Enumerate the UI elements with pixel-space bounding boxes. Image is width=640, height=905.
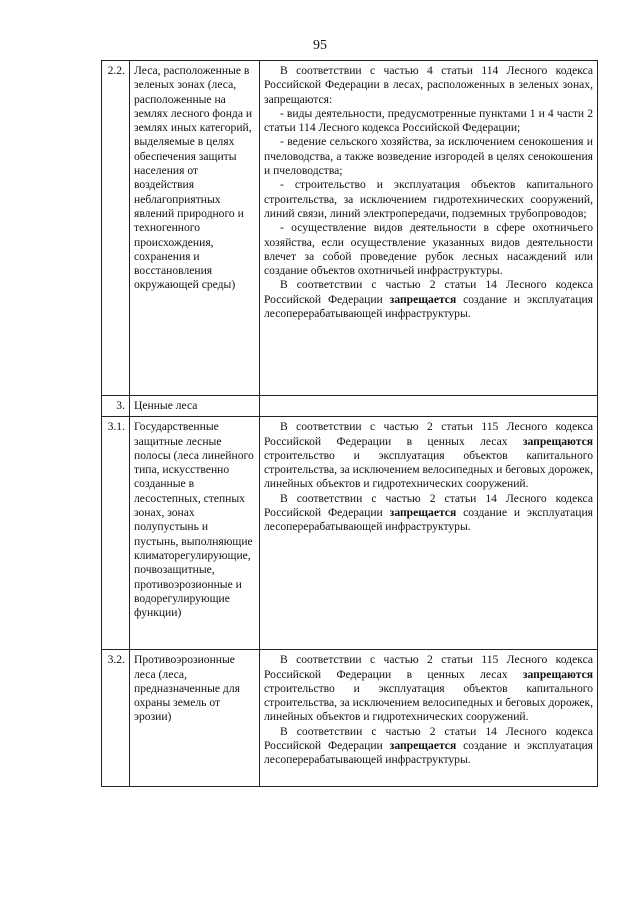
paragraph-text: В соответствии с частью 2 статьи 14 Лесного кодекса Российской Федерации bbox=[264, 491, 593, 520]
paragraph-text: В соответствии с частью 4 статьи 114 Лесного кодекса Российской Федерации в лесах, расположенных в зеленых зонах, запрещаются: bbox=[264, 64, 593, 106]
paragraph-text: В соответствии с частью 2 статьи 14 Лесного кодекса Российской Федерации bbox=[264, 724, 593, 753]
regulation-paragraph bbox=[264, 64, 593, 107]
regulation-text bbox=[260, 417, 598, 650]
paragraph-text: создание и эксплуатация лесоперерабатывающей инфраструктуры. bbox=[264, 739, 594, 767]
paragraph-text: - виды деятельности, предусмотренные пунктами 1 и 4 части 2 статьи 114 Лесного кодекса Российской Федерации; bbox=[264, 106, 593, 135]
row-number: 3. bbox=[102, 396, 130, 417]
regulation-paragraph bbox=[264, 653, 593, 724]
paragraph-text: - осуществление видов деятельности в сфере охотничьего хозяйства, если осуществление указанных видов деятельности влечет за собой проведение рубок лесных насаждений или создание объектов охотничьей инфраструктуры. bbox=[264, 221, 593, 278]
table-row bbox=[102, 61, 598, 396]
row-number: 3.2. bbox=[102, 650, 130, 787]
emphasis-text: запрещается bbox=[389, 292, 457, 306]
regulation-paragraph bbox=[264, 278, 593, 321]
forest-regulations-table bbox=[101, 60, 598, 787]
paragraph-text: строительство и эксплуатация объектов капитального строительства, за исключением велосипедных и беговых дорожек, линейных объектов и гидротехнических сооружений. bbox=[264, 681, 593, 724]
table-row bbox=[102, 396, 598, 417]
page-number: 95 bbox=[313, 38, 327, 53]
table-row bbox=[102, 417, 598, 650]
regulation-paragraph bbox=[264, 492, 593, 535]
table-row bbox=[102, 650, 598, 787]
row-number: 3.1. bbox=[102, 417, 130, 650]
paragraph-text: - ведение сельского хозяйства, за исключением сенокошения и пчеловодства, а также возведение изгородей в целях сенокошения и пчеловодства; bbox=[264, 135, 593, 178]
paragraph-text: - строительство и эксплуатация объектов капитального строительства, за исключением гидротехнических сооружений, линий связи, линий электропередачи, подземных трубопроводов; bbox=[264, 178, 593, 220]
emphasis-text: запрещается bbox=[389, 506, 457, 520]
regulation-paragraph bbox=[264, 135, 593, 178]
regulation-paragraph bbox=[264, 178, 593, 221]
paragraph-text: В соответствии с частью 2 статьи 115 Лесного кодекса Российской Федерации в ценных лесах bbox=[264, 653, 593, 681]
forest-category-name: Ценные леса bbox=[130, 396, 260, 417]
forest-category-name: Леса, расположенные в зеленых зонах (леса, расположенные на землях лесного фонда и землях иных категорий, выделяемые в целях обеспечения защиты населения от воздействия неблагоприятных явлений природного и техногенного происхождения, сохранения и восстановления окружающей среды) bbox=[130, 61, 260, 396]
regulation-text bbox=[260, 650, 598, 787]
regulation-paragraph bbox=[264, 420, 593, 491]
emphasis-text: запрещается bbox=[389, 739, 457, 753]
paragraph-text: строительство и эксплуатация объектов капитального строительства, за исключением велосипедных и беговых дорожек, линейных объектов и гидротехнических сооружений. bbox=[264, 448, 593, 491]
paragraph-text: В соответствии с частью 2 статьи 115 Лесного кодекса Российской Федерации в ценных лесах bbox=[264, 420, 593, 448]
forest-category-name: Государственные защитные лесные полосы (леса линейного типа, искусственно созданные в лесостепных, степных зонах, зонах полупустынь и пустынь, выполняющие климаторегулирующие, почвозащитные, противоэрозионные и водорегулирующие функции) bbox=[130, 417, 260, 650]
forest-category-name: Противоэрозионные леса (леса, предназначенные для охраны земель от эрозии) bbox=[130, 650, 260, 787]
paragraph-text: создание и эксплуатация лесоперерабатывающей инфраструктуры. bbox=[264, 292, 594, 321]
paragraph-text: создание и эксплуатация лесоперерабатывающей инфраструктуры. bbox=[264, 506, 594, 534]
table-body bbox=[102, 61, 598, 787]
emphasis-text: запрещаются bbox=[522, 434, 593, 448]
emphasis-text: запрещаются bbox=[522, 667, 593, 681]
regulation-paragraph bbox=[264, 107, 593, 136]
regulation-paragraph bbox=[264, 725, 593, 768]
regulation-text bbox=[260, 61, 598, 396]
row-number: 2.2. bbox=[102, 61, 130, 396]
regulation-text bbox=[260, 396, 598, 417]
paragraph-text: В соответствии с частью 2 статьи 14 Лесного кодекса Российской Федерации bbox=[264, 278, 593, 306]
regulation-paragraph bbox=[264, 221, 593, 278]
